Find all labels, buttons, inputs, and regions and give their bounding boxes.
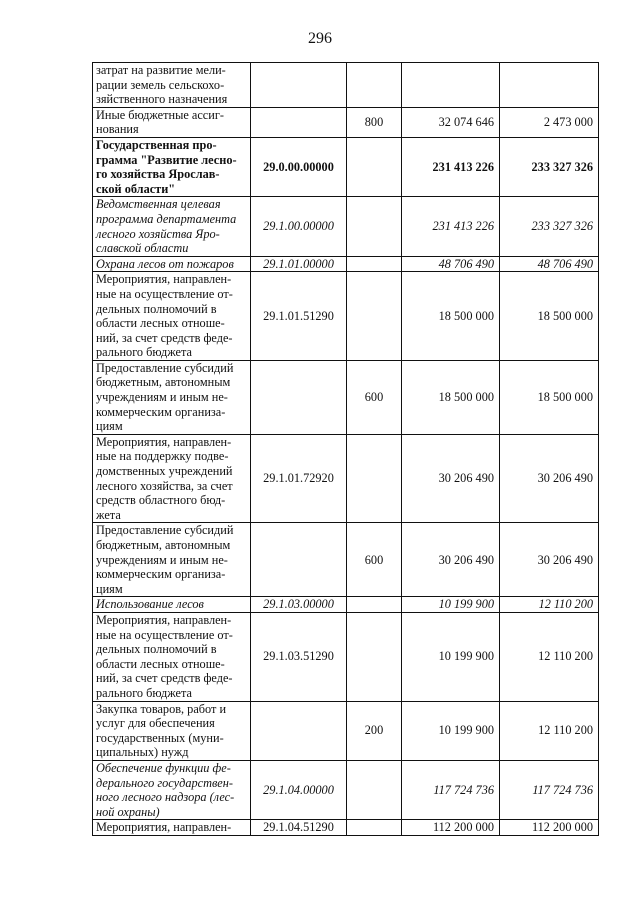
row-value-2-cell: 12 110 200 (500, 597, 599, 613)
row-code-cell (251, 523, 347, 597)
row-name-cell (93, 523, 251, 597)
row-value-1-cell: 231 413 226 (402, 137, 500, 196)
row-code-cell (251, 63, 347, 108)
row-name-line: домственных учреждений (96, 464, 233, 479)
row-name-line: услуг для обеспечения (96, 716, 215, 731)
row-code-cell: 29.1.03.51290 (251, 612, 347, 701)
table-row (93, 272, 599, 361)
row-code-cell: 29.1.03.00000 (251, 597, 347, 613)
row-name-line: Мероприятия, направлен- (96, 820, 232, 835)
row-name-line: рального бюджета (96, 685, 192, 700)
row-type-cell: 200 (347, 701, 402, 760)
row-code-cell: 29.0.00.00000 (251, 137, 347, 196)
row-name-line: Мероприятия, направлен- (96, 272, 232, 287)
row-name-line: области лесных отноше- (96, 316, 225, 331)
row-type-cell (347, 63, 402, 108)
row-code-cell: 29.1.01.00000 (251, 256, 347, 272)
table-row (93, 63, 599, 108)
row-name-line: Использование лесов (96, 597, 204, 612)
table-row (93, 107, 599, 137)
row-name-cell (93, 760, 251, 819)
row-name-cell (93, 107, 251, 137)
row-name-cell (93, 434, 251, 523)
table-row (93, 820, 599, 836)
row-name-line: грамма "Развитие лесно- (96, 152, 237, 167)
row-name-line: Закупка товаров, работ и (96, 701, 227, 716)
row-name-line: ные на осуществление от- (96, 286, 233, 301)
table-row (93, 701, 599, 760)
row-code-cell: 29.1.04.51290 (251, 820, 347, 836)
row-code-cell: 29.1.01.72920 (251, 434, 347, 523)
table-row (93, 612, 599, 701)
row-value-2-cell (500, 63, 599, 108)
table-row (93, 137, 599, 196)
row-code-cell: 29.1.00.00000 (251, 197, 347, 256)
row-code-cell: 29.1.01.51290 (251, 272, 347, 361)
row-name-line: затрат на развитие мели- (96, 63, 226, 77)
row-value-2-cell: 48 706 490 (500, 256, 599, 272)
row-type-cell (347, 256, 402, 272)
row-name-line: бюджетным, автономным (96, 375, 231, 390)
row-value-2-cell: 18 500 000 (500, 360, 599, 434)
row-type-cell (347, 197, 402, 256)
row-name-line: дерального государствен- (96, 775, 233, 790)
row-name-line: циям (96, 581, 123, 596)
row-name-line: государственных (муни- (96, 730, 224, 745)
row-value-2-cell: 233 327 326 (500, 137, 599, 196)
row-name-line: жета (96, 507, 121, 522)
row-name-line: средств областного бюд- (96, 493, 226, 508)
table-row (93, 523, 599, 597)
row-name-line: ные на осуществление от- (96, 627, 233, 642)
row-name-line: коммерческим организа- (96, 404, 226, 419)
row-value-1-cell: 48 706 490 (402, 256, 500, 272)
row-value-2-cell: 117 724 736 (500, 760, 599, 819)
row-name-line: Мероприятия, направлен- (96, 434, 232, 449)
row-name-line: нования (96, 122, 139, 137)
row-value-2-cell: 12 110 200 (500, 612, 599, 701)
row-name-line: дельных полномочий в (96, 642, 217, 657)
row-name-line: программа департамента (96, 211, 237, 226)
row-value-1-cell: 32 074 646 (402, 107, 500, 137)
budget-table-body (93, 63, 599, 836)
row-name-line: бюджетным, автономным (96, 538, 231, 552)
row-name-line: ний, за счет средств феде- (96, 330, 233, 345)
row-type-cell (347, 612, 402, 701)
row-value-2-cell: 30 206 490 (500, 434, 599, 523)
row-name-line: ципальных) нужд (96, 745, 189, 760)
row-value-1-cell: 18 500 000 (402, 272, 500, 361)
row-name-line: области лесных отноше- (96, 656, 225, 671)
row-value-1-cell: 30 206 490 (402, 523, 500, 597)
row-code-cell: 29.1.04.00000 (251, 760, 347, 819)
row-name-line: ной охраны) (96, 804, 160, 819)
row-value-1-cell: 30 206 490 (402, 434, 500, 523)
row-value-1-cell: 10 199 900 (402, 701, 500, 760)
row-name-line: ской области" (96, 181, 176, 196)
row-name-line: Государственная про- (96, 137, 217, 152)
row-name-line: зяйственного назначения (96, 92, 228, 107)
row-name-line: рального бюджета (96, 345, 192, 360)
row-value-2-cell: 2 473 000 (500, 107, 599, 137)
row-name-line: Иные бюджетные ассиг- (96, 107, 224, 122)
row-name-line: го хозяйства Ярослав- (96, 167, 220, 182)
row-code-cell (251, 107, 347, 137)
row-name-line: дельных полномочий в (96, 301, 217, 316)
row-name-cell (93, 256, 251, 272)
row-type-cell (347, 137, 402, 196)
row-value-1-cell: 117 724 736 (402, 760, 500, 819)
row-value-2-cell: 30 206 490 (500, 523, 599, 597)
row-name-line: Обеспечение функции фе- (96, 760, 231, 775)
row-value-1-cell: 18 500 000 (402, 360, 500, 434)
row-name-line: ные на поддержку подве- (96, 449, 229, 464)
row-name-cell (93, 360, 251, 434)
table-row (93, 760, 599, 819)
row-name-cell (93, 820, 251, 836)
row-name-line: рации земель сельскохо- (96, 77, 225, 92)
row-name-line: Предоставление субсидий (96, 360, 234, 375)
row-name-cell (93, 63, 251, 108)
row-name-cell (93, 612, 251, 701)
table-row (93, 256, 599, 272)
table-row (93, 360, 599, 434)
row-value-1-cell: 10 199 900 (402, 612, 500, 701)
row-name-line: ний, за счет средств феде- (96, 671, 233, 686)
row-name-line: Мероприятия, направлен- (96, 612, 232, 627)
row-name-line: Охрана лесов от пожаров (96, 256, 234, 271)
row-name-line: лесного хозяйства, за счет (96, 478, 233, 493)
row-value-2-cell: 12 110 200 (500, 701, 599, 760)
row-name-line: славской области (96, 241, 189, 256)
row-name-line: Предоставление субсидий (96, 523, 234, 538)
row-type-cell (347, 434, 402, 523)
row-name-cell (93, 597, 251, 613)
row-name-cell (93, 197, 251, 256)
row-type-cell (347, 760, 402, 819)
row-name-line: учреждениям и иным не- (96, 390, 228, 405)
row-name-line: циям (96, 419, 123, 434)
row-code-cell (251, 701, 347, 760)
row-code-cell (251, 360, 347, 434)
table-row (93, 434, 599, 523)
row-type-cell: 600 (347, 360, 402, 434)
row-value-1-cell (402, 63, 500, 108)
row-name-line: ного лесного надзора (лес- (96, 790, 235, 805)
row-name-cell (93, 137, 251, 196)
row-type-cell (347, 272, 402, 361)
row-type-cell (347, 820, 402, 836)
row-value-1-cell: 10 199 900 (402, 597, 500, 613)
row-type-cell: 600 (347, 523, 402, 597)
budget-table (92, 62, 599, 836)
row-name-line: Ведомственная целевая (96, 197, 221, 212)
row-type-cell: 800 (347, 107, 402, 137)
row-value-2-cell: 112 200 000 (500, 820, 599, 836)
table-row (93, 597, 599, 613)
page-number: 296 (308, 30, 332, 47)
row-value-1-cell: 112 200 000 (402, 820, 500, 836)
row-value-1-cell: 231 413 226 (402, 197, 500, 256)
row-name-line: лесного хозяйства Яро- (96, 226, 220, 241)
row-name-cell (93, 701, 251, 760)
row-name-line: учреждениям и иным не- (96, 552, 228, 567)
row-value-2-cell: 233 327 326 (500, 197, 599, 256)
row-name-cell (93, 272, 251, 361)
row-type-cell (347, 597, 402, 613)
row-value-2-cell: 18 500 000 (500, 272, 599, 361)
table-row (93, 197, 599, 256)
row-name-line: коммерческим организа- (96, 567, 226, 582)
